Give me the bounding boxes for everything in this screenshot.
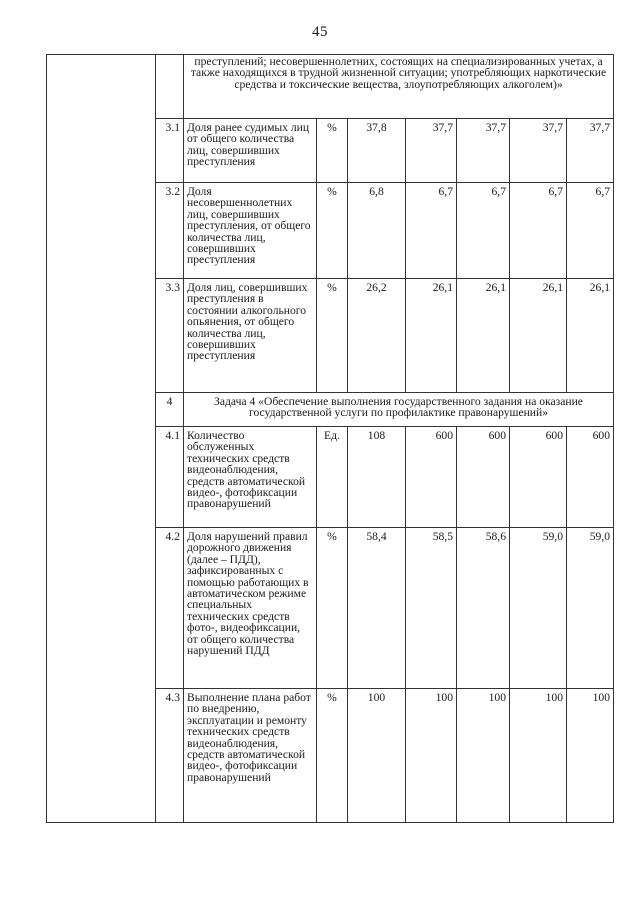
page-number: 45: [312, 24, 328, 40]
unit: %: [317, 119, 348, 183]
value-cell: 26,1: [510, 279, 567, 393]
value-cell: 6,7: [406, 183, 457, 279]
value-cell: 37,7: [510, 119, 567, 183]
indicators-table: [46, 54, 614, 823]
value-cell: 600: [510, 427, 567, 528]
value-cell: 6,8: [348, 183, 406, 279]
value-cell: 6,7: [457, 183, 510, 279]
left-margin-column: [47, 55, 156, 823]
value-cell: 26,1: [457, 279, 510, 393]
unit: %: [317, 689, 348, 823]
value-cell: 58,5: [406, 528, 457, 689]
value-cell: 100: [457, 689, 510, 823]
row-number-cell: [156, 55, 184, 119]
value-cell: 58,4: [348, 528, 406, 689]
row-number: 4.3: [156, 689, 184, 823]
value-cell: 37,7: [406, 119, 457, 183]
unit: %: [317, 528, 348, 689]
value-cell: 59,0: [567, 528, 614, 689]
value-cell: 37,8: [348, 119, 406, 183]
row-number: 4.2: [156, 528, 184, 689]
indicator-name: Количество обслуженных технических средств видеонаблюдения, средств автоматической видео-, фотофиксации правонарушений: [184, 427, 317, 528]
unit: %: [317, 279, 348, 393]
value-cell: 600: [406, 427, 457, 528]
value-cell: 26,1: [406, 279, 457, 393]
value-cell: 108: [348, 427, 406, 528]
value-cell: 26,1: [567, 279, 614, 393]
row-number: 3.1: [156, 119, 184, 183]
value-cell: 100: [348, 689, 406, 823]
value-cell: 59,0: [510, 528, 567, 689]
unit: Ед.: [317, 427, 348, 528]
value-cell: 100: [510, 689, 567, 823]
indicator-name: Выполнение плана работ по внедрению, эксплуатации и ремонту технических средств видеонаблюдения, средств автоматической видео-, фотофиксации правонарушений: [184, 689, 317, 823]
row-number: 4: [156, 393, 184, 427]
task-heading: Задача 4 «Обеспечение выполнения государственного задания на оказание государственной услуги по профилактике правонарушений»: [184, 393, 614, 427]
table-row: [47, 55, 614, 119]
indicator-name: Доля лиц, совершивших преступления в состоянии алкогольного опьянения, от общего количества лиц, совершивших преступления: [184, 279, 317, 393]
row-number: 4.1: [156, 427, 184, 528]
continuation-heading: преступлений; несовершеннолетних, состоящих на специализированных учетах, а также находящихся в трудной жизненной ситуации; употребляющих наркотические средства и токсические вещества, злоупотребляющих алкоголем)»: [184, 55, 614, 119]
value-cell: 600: [567, 427, 614, 528]
value-cell: 37,7: [457, 119, 510, 183]
value-cell: 100: [567, 689, 614, 823]
value-cell: 37,7: [567, 119, 614, 183]
unit: %: [317, 183, 348, 279]
value-cell: 26,2: [348, 279, 406, 393]
indicator-name: Доля нарушений правил дорожного движения (далее – ПДД), зафиксированных с помощью работающих в автоматическом режиме специальных технических средств фото-, видеофиксации, от общего количества нарушений ПДД: [184, 528, 317, 689]
row-number: 3.3: [156, 279, 184, 393]
value-cell: 600: [457, 427, 510, 528]
value-cell: 6,7: [510, 183, 567, 279]
indicator-name: Доля ранее судимых лиц от общего количества лиц, совершивших преступления: [184, 119, 317, 183]
row-number: 3.2: [156, 183, 184, 279]
indicator-name: Доля несовершеннолетних лиц, совершивших преступления, от общего количества лиц, совершивших преступления: [184, 183, 317, 279]
value-cell: 100: [406, 689, 457, 823]
value-cell: 6,7: [567, 183, 614, 279]
value-cell: 58,6: [457, 528, 510, 689]
